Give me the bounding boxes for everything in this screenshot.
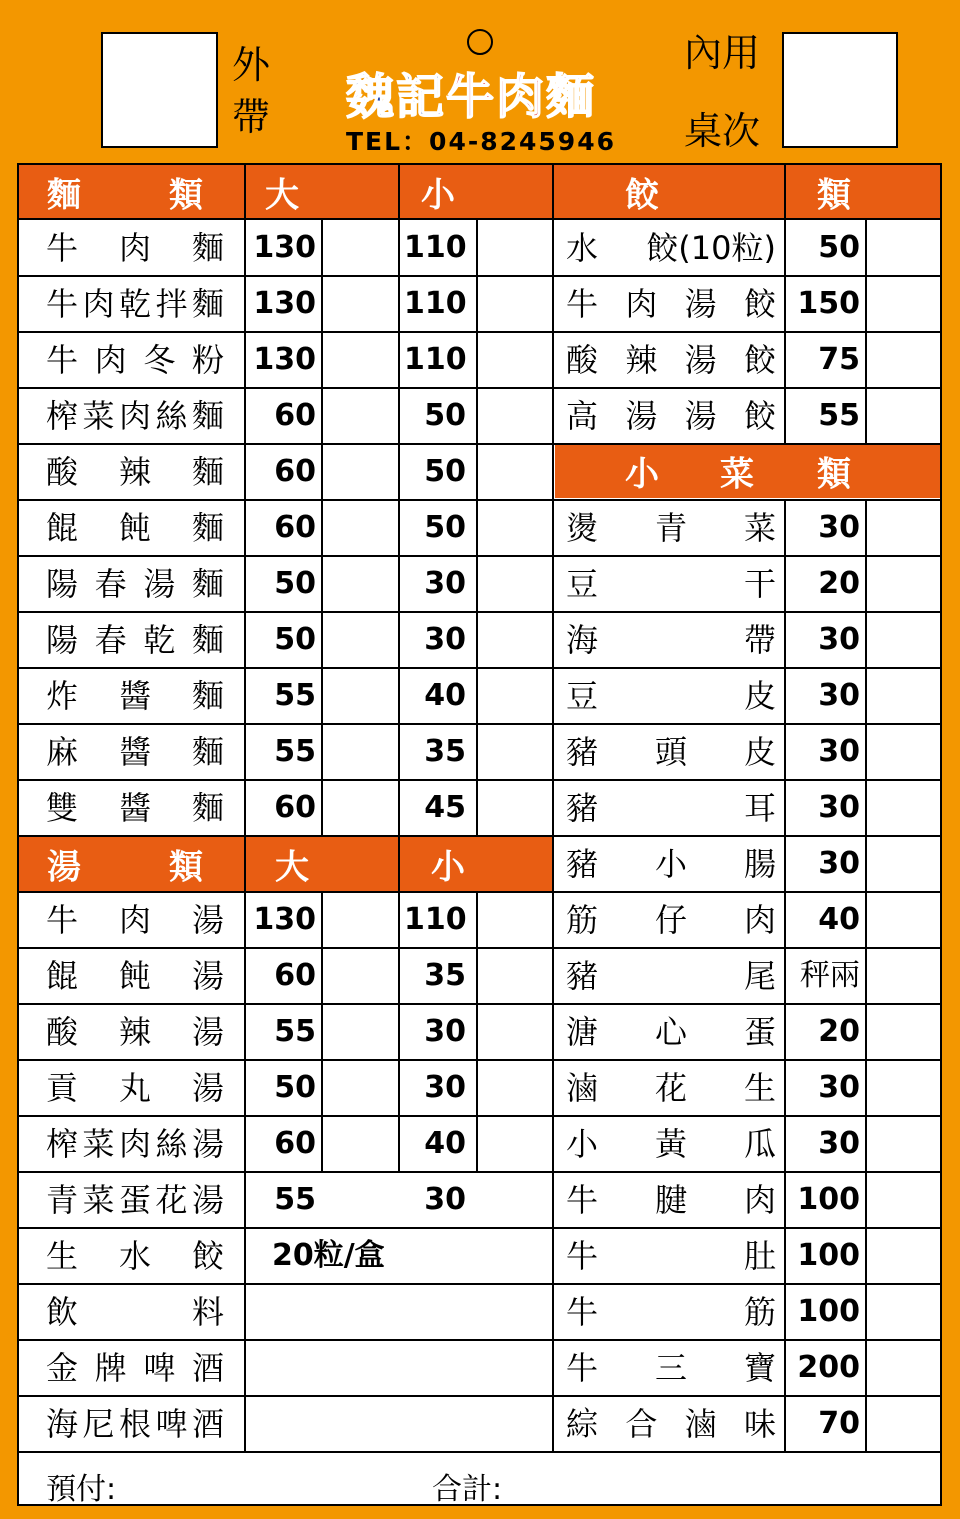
price-small: 110 bbox=[404, 902, 467, 937]
price-large: 55 bbox=[274, 1014, 316, 1049]
price-large: 55 bbox=[274, 1182, 316, 1217]
quantity-large-input[interactable] bbox=[322, 334, 398, 386]
quantity-input[interactable] bbox=[867, 1174, 940, 1226]
price-small: 50 bbox=[424, 510, 466, 545]
row-divider bbox=[19, 387, 941, 389]
quantity-small-input[interactable] bbox=[477, 726, 552, 778]
menu-item-name: 餛 飩 湯 bbox=[46, 957, 224, 995]
quantity-input[interactable] bbox=[867, 558, 940, 610]
menu-item-name: 牛 肉 湯 餃 bbox=[566, 285, 776, 323]
price-small: 50 bbox=[424, 454, 466, 489]
price-small: 110 bbox=[404, 342, 467, 377]
price-small: 30 bbox=[424, 1014, 466, 1049]
menu-item-name: 生 水 餃 bbox=[46, 1237, 224, 1275]
menu-item-name: 海 尼 根 啤 酒 bbox=[46, 1405, 224, 1443]
item-price: 40 bbox=[818, 902, 860, 937]
menu-item-name: 牛 筋 bbox=[566, 1293, 776, 1331]
row-divider bbox=[19, 1115, 941, 1117]
price-small: 35 bbox=[424, 734, 466, 769]
menu-item-name: 牛 肚 bbox=[566, 1237, 776, 1275]
quantity-large-input[interactable] bbox=[322, 558, 398, 610]
menu-item-name: 雙 醬 麵 bbox=[46, 789, 224, 827]
price-small: 50 bbox=[424, 398, 466, 433]
price-small: 30 bbox=[424, 1070, 466, 1105]
menu-item-name: 豬 頭 皮 bbox=[566, 733, 776, 771]
item-price: 150 bbox=[797, 286, 860, 321]
quantity-large-input[interactable] bbox=[322, 502, 398, 554]
row-divider bbox=[19, 443, 941, 445]
menu-item-name: 炸 醬 麵 bbox=[46, 677, 224, 715]
item-price: 100 bbox=[797, 1294, 860, 1329]
quantity-small-input[interactable] bbox=[477, 502, 552, 554]
menu-item-name: 酸 辣 湯 bbox=[46, 1013, 224, 1051]
price-small: 35 bbox=[424, 958, 466, 993]
quantity-small-input[interactable] bbox=[477, 894, 552, 946]
large-header: 大 bbox=[265, 175, 299, 216]
quantity-input[interactable] bbox=[867, 670, 940, 722]
noodle-title-a: 麵 bbox=[47, 175, 81, 216]
quantity-input[interactable] bbox=[867, 334, 940, 386]
menu-item-name: 溏 心 蛋 bbox=[566, 1013, 776, 1051]
item-price: 30 bbox=[818, 622, 860, 657]
quantity-input[interactable] bbox=[867, 1230, 940, 1282]
quantity-small-input[interactable] bbox=[477, 1062, 552, 1114]
quantity-input[interactable] bbox=[867, 726, 940, 778]
quantity-input[interactable] bbox=[867, 278, 940, 330]
menu-item-name: 酸 辣 湯 餃 bbox=[566, 341, 776, 379]
quantity-input[interactable] bbox=[867, 614, 940, 666]
quantity-small-input[interactable] bbox=[477, 670, 552, 722]
row-divider bbox=[19, 723, 941, 725]
menu-item-name: 牛 肉 冬 粉 bbox=[46, 341, 224, 379]
row-divider bbox=[19, 1227, 941, 1229]
total-label: 合計: bbox=[432, 1472, 503, 1506]
price-large: 60 bbox=[274, 510, 316, 545]
item-price: 秤兩 bbox=[800, 958, 860, 993]
quantity-input[interactable] bbox=[867, 390, 940, 442]
takeout-checkbox[interactable] bbox=[101, 32, 218, 148]
row-divider bbox=[19, 1451, 941, 1453]
item-price: 30 bbox=[818, 1070, 860, 1105]
price-large: 60 bbox=[274, 398, 316, 433]
quantity-small-input[interactable] bbox=[477, 558, 552, 610]
soup-title-b: 類 bbox=[169, 847, 203, 888]
hole-circle-icon bbox=[467, 29, 493, 55]
order-sheet bbox=[17, 163, 942, 1506]
item-price: 100 bbox=[797, 1238, 860, 1273]
column-divider bbox=[552, 165, 554, 1452]
menu-item-name: 牛 肉 湯 bbox=[46, 901, 224, 939]
price-small: 110 bbox=[404, 230, 467, 265]
sides-title-a: 小 bbox=[625, 454, 659, 494]
quantity-large-input[interactable] bbox=[322, 782, 398, 834]
soup-small-header: 小 bbox=[431, 847, 465, 888]
quantity-input[interactable] bbox=[867, 1286, 940, 1338]
quantity-small-input[interactable] bbox=[477, 950, 552, 1002]
menu-item-name: 高 湯 湯 餃 bbox=[566, 397, 776, 435]
quantity-small-input[interactable] bbox=[477, 1118, 552, 1170]
soup-title-a: 湯 bbox=[47, 847, 81, 888]
dumpling-title-a: 餃 bbox=[625, 175, 659, 216]
menu-item-name: 豬 耳 bbox=[566, 789, 776, 827]
price-large: 130 bbox=[253, 286, 316, 321]
column-divider bbox=[321, 219, 323, 836]
sides-section-header bbox=[555, 443, 941, 498]
quantity-input[interactable] bbox=[867, 1342, 940, 1394]
quantity-small-input[interactable] bbox=[477, 614, 552, 666]
row-divider bbox=[19, 667, 941, 669]
quantity-large-input[interactable] bbox=[322, 278, 398, 330]
prepaid-label: 預付: bbox=[46, 1472, 117, 1506]
menu-item-name: 陽 春 湯 麵 bbox=[46, 565, 224, 603]
quantity-small-input[interactable] bbox=[477, 446, 552, 498]
price-large: 50 bbox=[274, 622, 316, 657]
item-price: 30 bbox=[818, 734, 860, 769]
price-large: 55 bbox=[274, 734, 316, 769]
item-price: 55 bbox=[818, 398, 860, 433]
quantity-input[interactable] bbox=[867, 894, 940, 946]
row-divider bbox=[19, 891, 941, 893]
table-number-box[interactable] bbox=[782, 32, 898, 148]
price-large: 60 bbox=[274, 958, 316, 993]
menu-item-name: 餛 飩 麵 bbox=[46, 509, 224, 547]
price-large: 60 bbox=[274, 790, 316, 825]
column-divider bbox=[784, 165, 786, 444]
price-small: 110 bbox=[404, 286, 467, 321]
item-price: 30 bbox=[818, 846, 860, 881]
table-number-label: 桌次 bbox=[684, 109, 761, 153]
item-price: 20 bbox=[818, 1014, 860, 1049]
quantity-large-input[interactable] bbox=[322, 446, 398, 498]
item-price: 75 bbox=[818, 342, 860, 377]
price-large: 130 bbox=[253, 230, 316, 265]
row-divider bbox=[19, 331, 941, 333]
menu-item-name: 豬 小 腸 bbox=[566, 845, 776, 883]
menu-item-name: 水 餃(10粒) bbox=[566, 229, 776, 267]
quantity-input[interactable] bbox=[867, 1062, 940, 1114]
item-price: 30 bbox=[818, 510, 860, 545]
price-small: 40 bbox=[424, 1126, 466, 1161]
row-divider bbox=[19, 947, 941, 949]
menu-item-name: 榨 菜 肉 絲 麵 bbox=[46, 397, 224, 435]
dumpling-title-b: 類 bbox=[817, 175, 851, 216]
row-divider bbox=[19, 835, 941, 837]
menu-item-name: 青 菜 蛋 花 湯 bbox=[46, 1181, 224, 1219]
row-divider bbox=[19, 275, 941, 277]
row-divider bbox=[19, 1339, 941, 1341]
price-small: 40 bbox=[424, 678, 466, 713]
item-price: 50 bbox=[818, 230, 860, 265]
menu-item-name: 豆 皮 bbox=[566, 677, 776, 715]
telephone: TEL：04-8245946 bbox=[346, 127, 616, 156]
column-divider bbox=[244, 165, 246, 1452]
quantity-small-input[interactable] bbox=[477, 782, 552, 834]
item-price: 200 bbox=[797, 1350, 860, 1385]
row-divider bbox=[19, 1003, 941, 1005]
small-header: 小 bbox=[421, 175, 455, 216]
quantity-small-input[interactable] bbox=[477, 1174, 552, 1226]
menu-item-name: 牛 三 寶 bbox=[566, 1349, 776, 1387]
row-divider bbox=[19, 499, 941, 501]
menu-item-name: 滷 花 生 bbox=[566, 1069, 776, 1107]
item-price: 20 bbox=[818, 566, 860, 601]
quantity-large-input[interactable] bbox=[322, 1062, 398, 1114]
sides-title-c: 類 bbox=[817, 454, 851, 494]
soup-large-header: 大 bbox=[275, 847, 309, 888]
item-price: 70 bbox=[818, 1406, 860, 1441]
column-divider bbox=[321, 892, 323, 1172]
quantity-input[interactable] bbox=[867, 782, 940, 834]
price-small: 45 bbox=[424, 790, 466, 825]
quantity-input[interactable] bbox=[867, 950, 940, 1002]
dinein-label: 內用 bbox=[684, 31, 761, 75]
quantity-small-input[interactable] bbox=[477, 278, 552, 330]
menu-item-name: 金 牌 啤 酒 bbox=[46, 1349, 224, 1387]
quantity-large-input[interactable] bbox=[322, 950, 398, 1002]
column-divider bbox=[476, 219, 478, 836]
quantity-large-input[interactable] bbox=[322, 894, 398, 946]
menu-item-name: 飲 料 bbox=[46, 1293, 224, 1331]
takeout-label-2: 帶 bbox=[232, 95, 271, 139]
quantity-small-input[interactable] bbox=[477, 334, 552, 386]
price-large: 60 bbox=[274, 1126, 316, 1161]
price-large: 50 bbox=[274, 566, 316, 601]
menu-item-name: 小 黃 瓜 bbox=[566, 1125, 776, 1163]
column-divider bbox=[784, 500, 786, 1452]
column-divider bbox=[476, 892, 478, 1172]
price-large: 130 bbox=[253, 342, 316, 377]
menu-item-name: 榨 菜 肉 絲 湯 bbox=[46, 1125, 224, 1163]
quantity-large-input[interactable] bbox=[322, 390, 398, 442]
menu-item-name: 筋 仔 肉 bbox=[566, 901, 776, 939]
price-small: 30 bbox=[424, 1182, 466, 1217]
menu-item-name: 海 帶 bbox=[566, 621, 776, 659]
menu-item-name: 牛 腱 肉 bbox=[566, 1181, 776, 1219]
quantity-small-input[interactable] bbox=[477, 222, 552, 274]
noodle-section-header bbox=[19, 165, 941, 219]
quantity-large-input[interactable] bbox=[322, 670, 398, 722]
quantity-input[interactable] bbox=[867, 502, 940, 554]
row-divider bbox=[19, 1395, 941, 1397]
item-price: 30 bbox=[818, 790, 860, 825]
quantity-large-input[interactable] bbox=[322, 222, 398, 274]
price-small: 30 bbox=[424, 566, 466, 601]
menu-item-name: 陽 春 乾 麵 bbox=[46, 621, 224, 659]
item-price: 30 bbox=[818, 1126, 860, 1161]
menu-item-name: 酸 辣 麵 bbox=[46, 453, 224, 491]
column-divider bbox=[865, 500, 867, 1452]
menu-item-name: 牛 肉 乾 拌 麵 bbox=[46, 285, 224, 323]
item-price: 100 bbox=[797, 1182, 860, 1217]
row-divider bbox=[19, 218, 941, 220]
sides-title-b: 菜 bbox=[720, 454, 754, 494]
quantity-input[interactable] bbox=[867, 1006, 940, 1058]
row-divider bbox=[19, 1283, 941, 1285]
quantity-input[interactable] bbox=[867, 838, 940, 890]
row-divider bbox=[19, 1059, 941, 1061]
brand-logo: 魏記牛肉麵 bbox=[346, 69, 597, 125]
menu-item-name: 豬 尾 bbox=[566, 957, 776, 995]
item-note: 20粒/盒 bbox=[272, 1238, 385, 1273]
quantity-large-input[interactable] bbox=[322, 1118, 398, 1170]
quantity-small-input[interactable] bbox=[477, 390, 552, 442]
quantity-input[interactable] bbox=[867, 222, 940, 274]
takeout-label-1: 外 bbox=[232, 43, 271, 87]
menu-item-name: 牛 肉 麵 bbox=[46, 229, 224, 267]
row-divider bbox=[19, 779, 941, 781]
quantity-input[interactable] bbox=[867, 1398, 940, 1450]
soup-section-header bbox=[19, 836, 554, 892]
quantity-input[interactable] bbox=[867, 1118, 940, 1170]
row-divider bbox=[19, 611, 941, 613]
price-large: 55 bbox=[274, 678, 316, 713]
column-divider bbox=[398, 165, 400, 1172]
menu-item-name: 麻 醬 麵 bbox=[46, 733, 224, 771]
menu-item-name: 貢 丸 湯 bbox=[46, 1069, 224, 1107]
quantity-large-input[interactable] bbox=[322, 726, 398, 778]
quantity-small-input[interactable] bbox=[477, 1006, 552, 1058]
menu-item-name: 燙 青 菜 bbox=[566, 509, 776, 547]
item-price: 30 bbox=[818, 678, 860, 713]
row-divider bbox=[19, 555, 941, 557]
quantity-large-input[interactable] bbox=[322, 614, 398, 666]
menu-item-name: 豆 干 bbox=[566, 565, 776, 603]
column-divider bbox=[865, 219, 867, 444]
price-large: 60 bbox=[274, 454, 316, 489]
quantity-large-input[interactable] bbox=[322, 1174, 398, 1226]
price-large: 130 bbox=[253, 902, 316, 937]
menu-item-name: 綜 合 滷 味 bbox=[566, 1405, 776, 1443]
row-divider bbox=[19, 1171, 941, 1173]
price-small: 30 bbox=[424, 622, 466, 657]
price-large: 50 bbox=[274, 1070, 316, 1105]
quantity-large-input[interactable] bbox=[322, 1006, 398, 1058]
noodle-title-b: 類 bbox=[169, 175, 203, 216]
